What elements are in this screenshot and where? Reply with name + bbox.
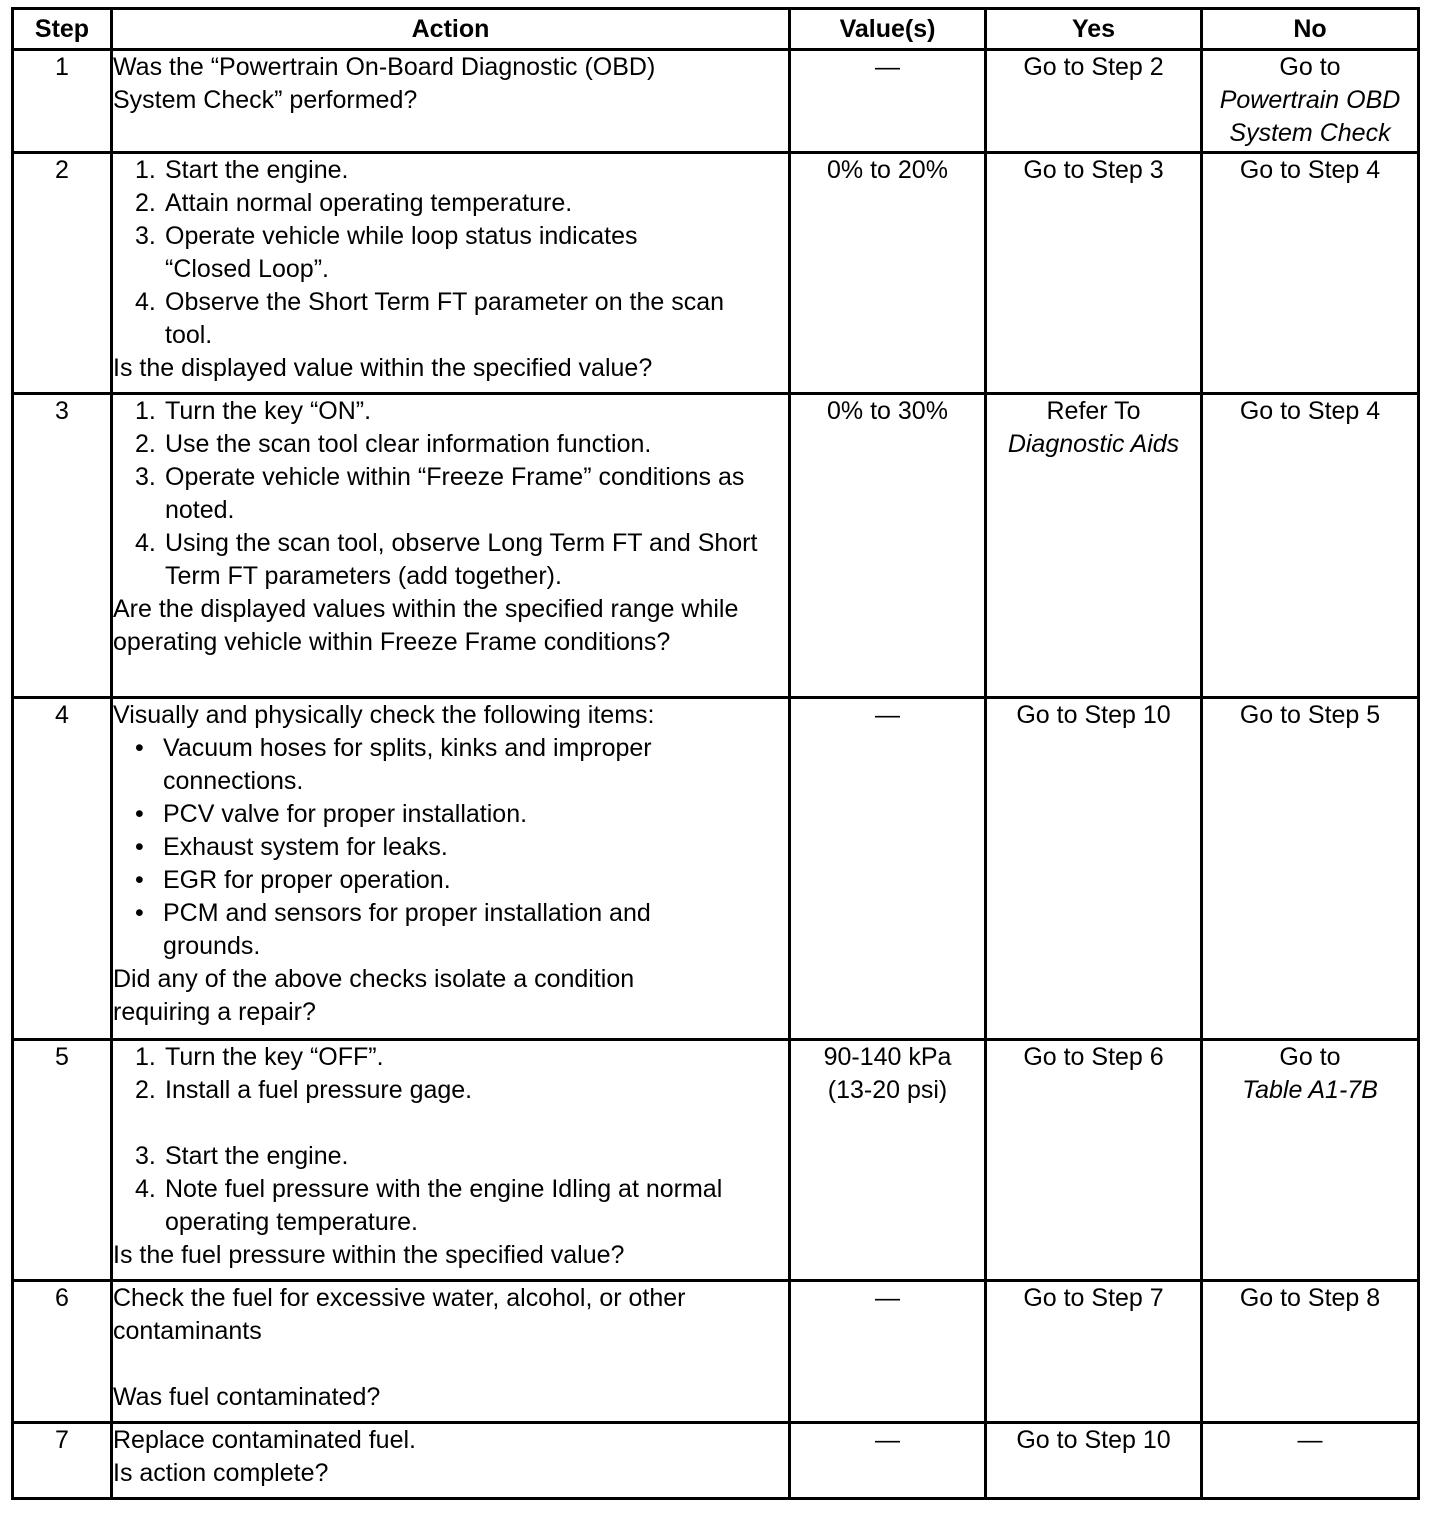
- value-cell: —: [790, 698, 986, 1040]
- list-item: 3. Operate vehicle within “Freeze Frame” conditions as noted.: [135, 463, 745, 524]
- list-item: 4. Using the scan tool, observe Long Term FT and Short Term FT parameters (add together).: [135, 529, 758, 590]
- action-cell: [112, 1281, 790, 1423]
- yes-cell: Go to Step 7: [986, 1281, 1202, 1423]
- action-cell: [112, 698, 790, 1040]
- list-item: 3. Start the engine.: [135, 1142, 349, 1170]
- yes-cell: Go to Step 10: [986, 698, 1202, 1040]
- header-no: No: [1202, 9, 1419, 50]
- action-cell: [112, 1423, 790, 1499]
- step-number: 2: [13, 153, 112, 394]
- header-values: Value(s): [790, 9, 986, 50]
- table-row: [13, 698, 1419, 1040]
- list-item: 1. Turn the key “OFF”.: [135, 1043, 384, 1071]
- action-question: Is action complete?: [113, 1459, 329, 1487]
- value-cell: 0% to 20%: [790, 153, 986, 394]
- no-text: Go to: [1279, 53, 1341, 81]
- step-number: 7: [13, 1423, 112, 1499]
- step-number: 4: [13, 698, 112, 1040]
- action-steps: [113, 1041, 788, 1239]
- no-reference: Table A1-7B: [1242, 1076, 1378, 1104]
- step-number: 6: [13, 1281, 112, 1423]
- no-cell: Go to Step 5: [1202, 698, 1419, 1040]
- yes-cell: Go to Step 10: [986, 1423, 1202, 1499]
- action-question: Is the displayed value within the specified value?: [113, 354, 653, 382]
- no-cell: Go to Step 8: [1202, 1281, 1419, 1423]
- header-action: Action: [112, 9, 790, 50]
- table-row: [13, 1423, 1419, 1499]
- action-cell: [112, 394, 790, 698]
- value-cell: —: [790, 1281, 986, 1423]
- value-cell: [790, 1040, 986, 1281]
- yes-cell: Go to Step 2: [986, 50, 1202, 153]
- spacer: [113, 1348, 788, 1381]
- yes-reference: Diagnostic Aids: [1007, 430, 1180, 458]
- list-item: • PCM and sensors for proper installation and grounds.: [113, 897, 788, 963]
- yes-cell: Go to Step 6: [986, 1040, 1202, 1281]
- action-question: Is the fuel pressure within the specified value?: [113, 1241, 625, 1269]
- action-question: Are the displayed values within the specified range while operating vehicle within Freeze Frame conditions?: [113, 595, 739, 656]
- action-cell: [112, 153, 790, 394]
- action-cell: [112, 50, 790, 153]
- action-text: Check the fuel for excessive water, alcohol, or other contaminants: [113, 1284, 686, 1345]
- list-item: 2. Attain normal operating temperature.: [135, 189, 573, 217]
- no-text: Go to: [1279, 1043, 1341, 1071]
- step-number: 5: [13, 1040, 112, 1281]
- action-text: Replace contaminated fuel.: [113, 1426, 416, 1454]
- no-cell: Go to Step 4: [1202, 394, 1419, 698]
- value-line: 90-140 kPa: [823, 1043, 952, 1071]
- list-item: 1. Turn the key “ON”.: [135, 397, 372, 425]
- value-cell: —: [790, 50, 986, 153]
- table-row: [13, 1040, 1419, 1281]
- list-item: • EGR for proper operation.: [113, 864, 788, 897]
- table-row: [13, 1281, 1419, 1423]
- header-row: [13, 9, 1419, 50]
- no-cell: [1202, 1040, 1419, 1281]
- no-reference: Powertrain OBD System Check: [1219, 86, 1401, 147]
- action-steps: [113, 395, 788, 593]
- action-question: Was fuel contaminated?: [113, 1383, 381, 1411]
- list-item: 2. Use the scan tool clear information function.: [135, 430, 652, 458]
- check-items: [113, 732, 788, 963]
- value-line: (13-20 psi): [827, 1076, 948, 1104]
- action-question: Did any of the above checks isolate a condition requiring a repair?: [113, 965, 635, 1026]
- list-item: 3. Operate vehicle while loop status indicates “Closed Loop”.: [135, 222, 638, 283]
- list-item: 4. Observe the Short Term FT parameter on the scan tool.: [135, 288, 725, 349]
- list-spacer: [113, 1107, 788, 1140]
- list-item: • PCV valve for proper installation.: [113, 798, 788, 831]
- no-cell: [1202, 50, 1419, 153]
- yes-cell: [986, 394, 1202, 698]
- list-item: 4. Note fuel pressure with the engine Idling at normal operating temperature.: [135, 1175, 723, 1236]
- list-item: • Vacuum hoses for splits, kinks and improper connections.: [113, 732, 788, 798]
- table-row: [13, 50, 1419, 153]
- yes-text: Refer To: [1046, 397, 1141, 425]
- list-item: 1. Start the engine.: [135, 156, 349, 184]
- list-item: 2. Install a fuel pressure gage.: [135, 1076, 473, 1104]
- action-text: Was the “Powertrain On-Board Diagnostic (OBD) System Check” performed?: [113, 53, 656, 114]
- no-cell: Go to Step 4: [1202, 153, 1419, 394]
- value-cell: 0% to 30%: [790, 394, 986, 698]
- step-number: 3: [13, 394, 112, 698]
- value-cell: —: [790, 1423, 986, 1499]
- action-cell: [112, 1040, 790, 1281]
- list-item: • Exhaust system for leaks.: [113, 831, 788, 864]
- header-yes: Yes: [986, 9, 1202, 50]
- table-row: [13, 394, 1419, 698]
- yes-cell: Go to Step 3: [986, 153, 1202, 394]
- table-row: [13, 153, 1419, 394]
- header-step: Step: [13, 9, 112, 50]
- action-intro: Visually and physically check the following items:: [113, 701, 655, 729]
- step-number: 1: [13, 50, 112, 153]
- action-steps: [113, 154, 788, 352]
- no-cell: —: [1202, 1423, 1419, 1499]
- diagnostic-table: [11, 7, 1420, 1500]
